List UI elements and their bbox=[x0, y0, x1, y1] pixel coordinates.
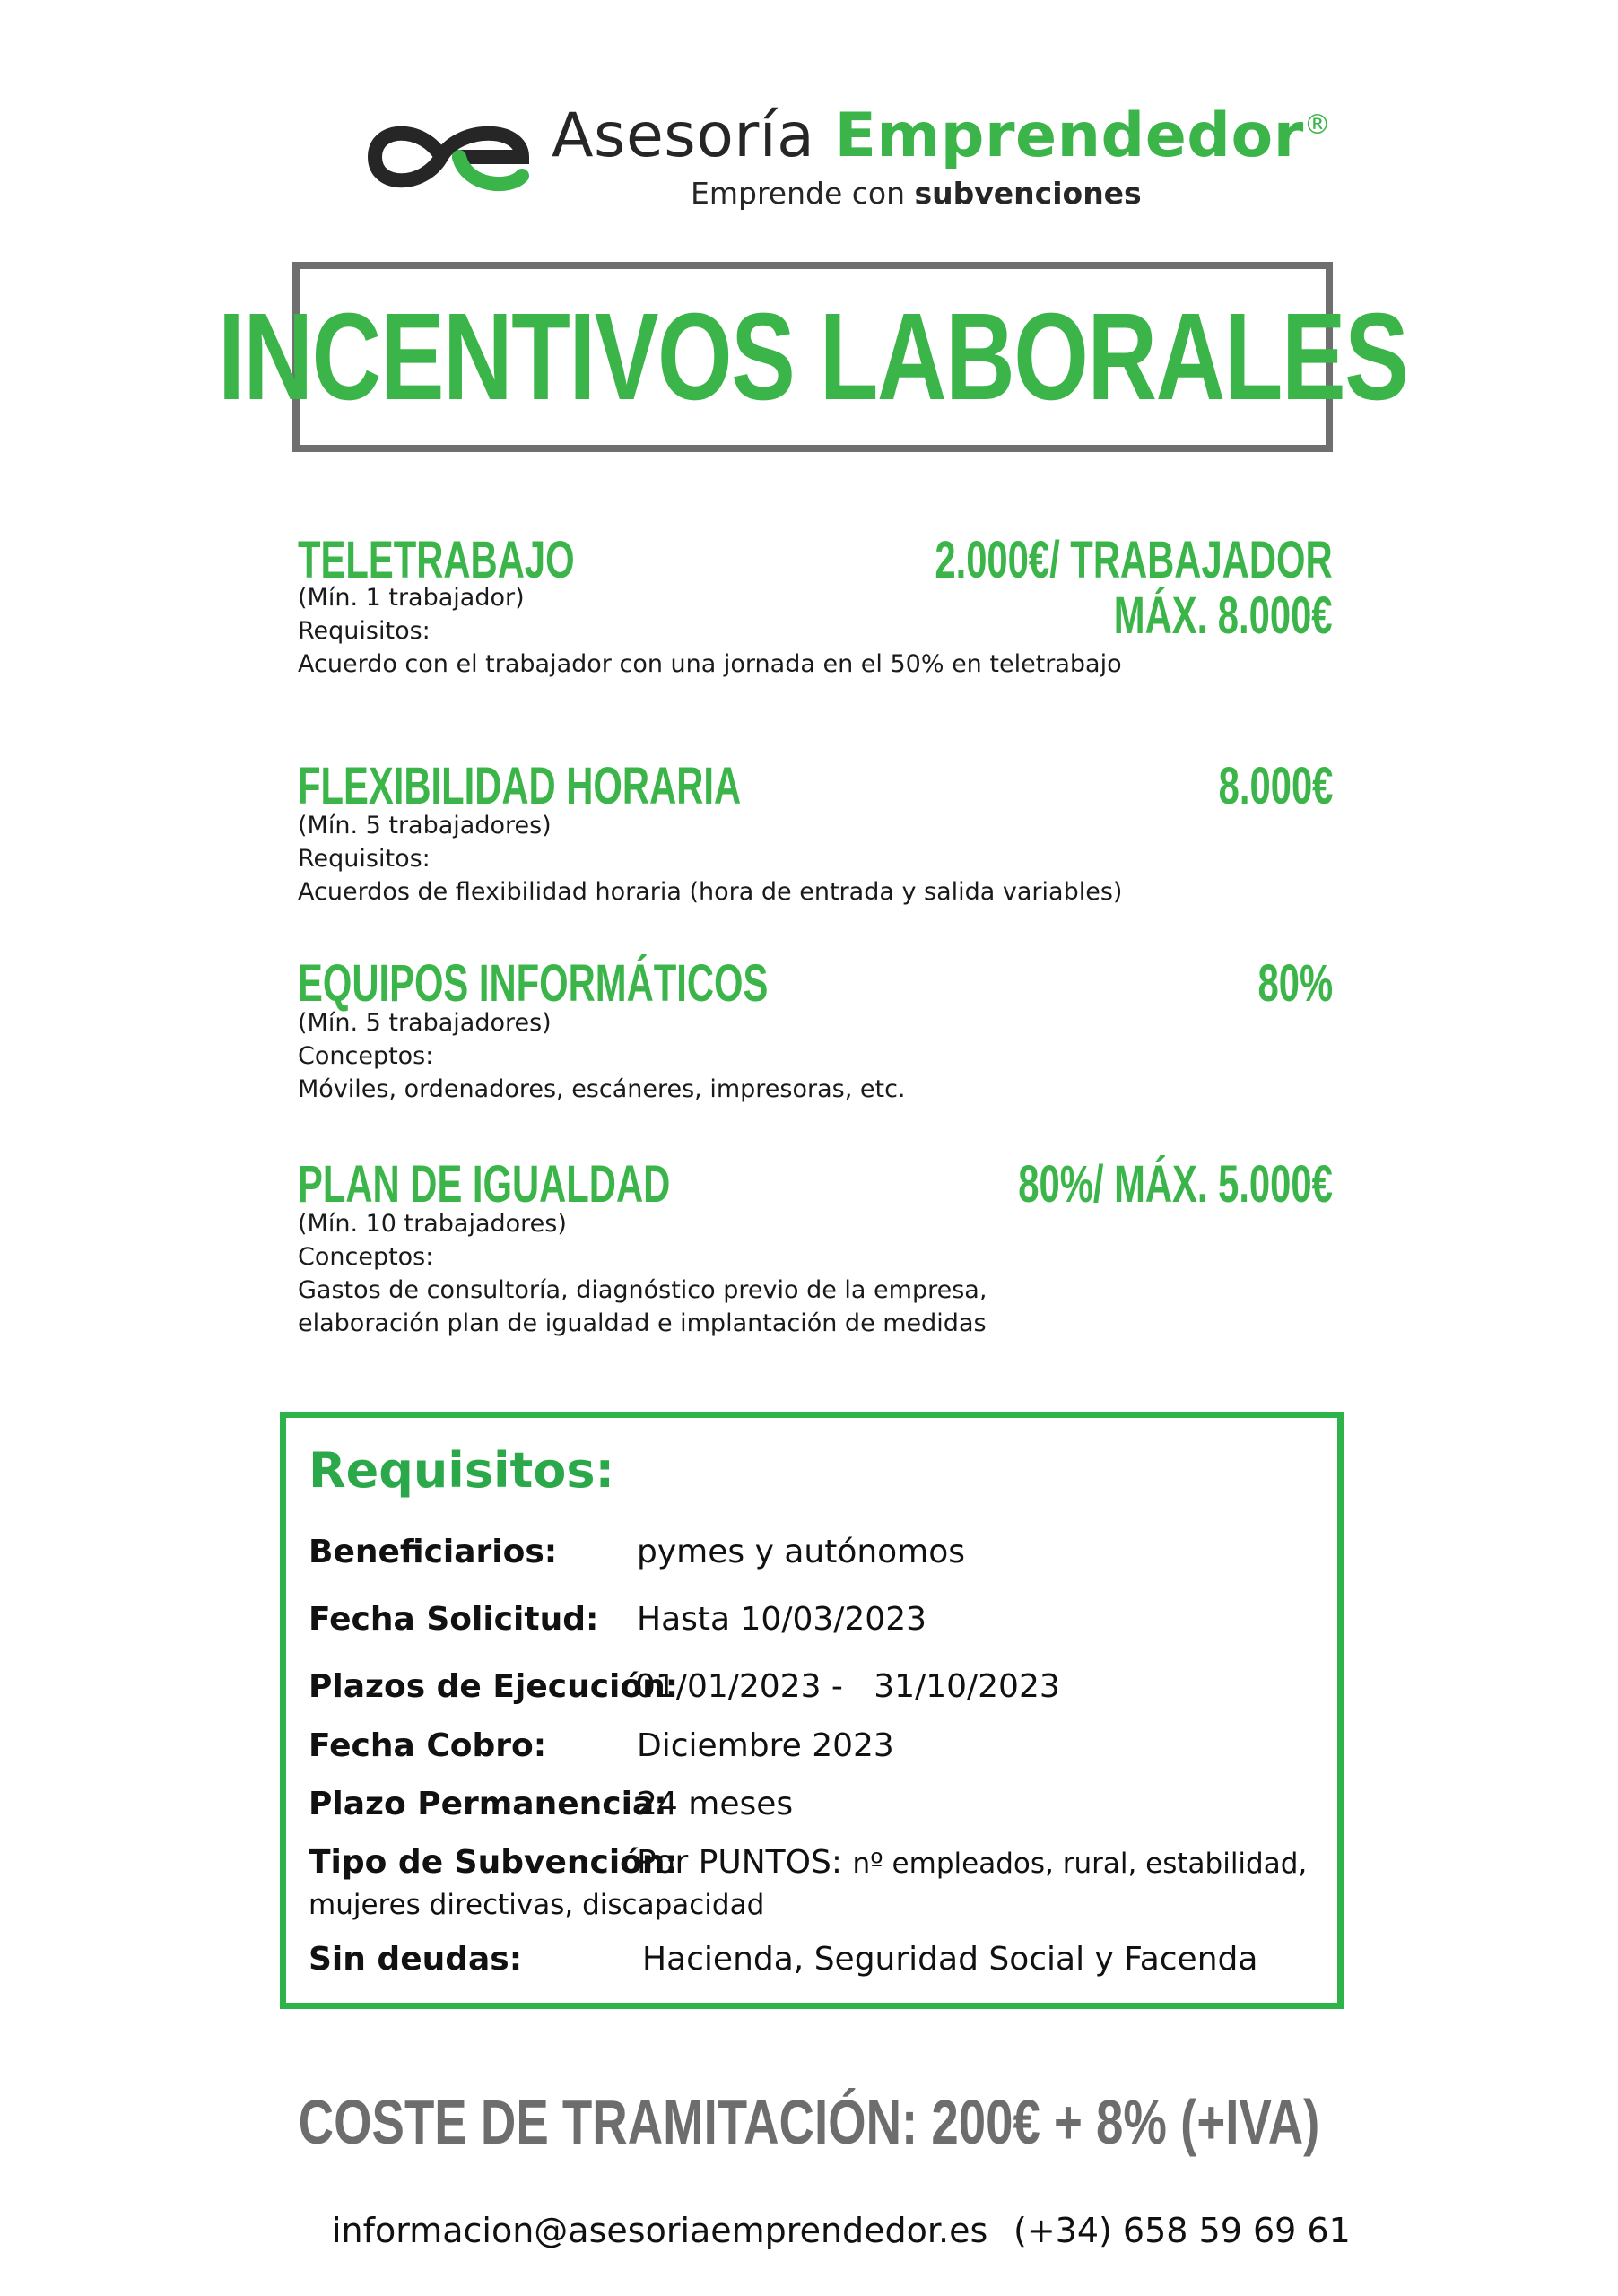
tipo-subvencion-value bbox=[637, 1844, 1307, 1881]
incentive-line: (Mín. 10 trabajadores) bbox=[298, 1210, 567, 1238]
tagline-part2: subvenciones bbox=[914, 176, 1142, 211]
logo-icon bbox=[359, 108, 538, 210]
beneficiarios-label: Beneficiarios: bbox=[309, 1534, 558, 1570]
fecha-solicitud-value: Hasta 10/03/2023 bbox=[637, 1601, 926, 1638]
brand-name bbox=[552, 100, 1331, 171]
tipo-subvencion-detail: nº empleados, rural, estabilidad, bbox=[852, 1848, 1308, 1880]
incentive-line: Conceptos: bbox=[298, 1243, 434, 1271]
incentive-line: Requisitos: bbox=[298, 617, 431, 645]
tagline bbox=[691, 176, 1142, 211]
tipo-subvencion-label: Tipo de Subvención: bbox=[309, 1844, 678, 1881]
fecha-cobro-value: Diciembre 2023 bbox=[637, 1727, 894, 1764]
incentive-details-igualdad bbox=[298, 1207, 987, 1340]
incentive-amount-equipos: 80% bbox=[1257, 954, 1333, 1013]
incentive-title-flexibilidad: FLEXIBILIDAD HORARIA bbox=[298, 757, 742, 815]
tipo-subvencion-puntos: Por PUNTOS: bbox=[637, 1844, 842, 1881]
incentive-details-equipos bbox=[298, 1006, 906, 1106]
permanencia-label: Plazo Permanencia: bbox=[309, 1786, 667, 1822]
incentive-amount-flexibilidad: 8.000€ bbox=[1218, 757, 1333, 815]
incentive-amount-max-teletrabajo: MÁX. 8.000€ bbox=[1114, 587, 1333, 645]
incentive-line: Acuerdo con el trabajador con una jornada en el 50% en teletrabajo bbox=[298, 650, 1122, 678]
fecha-cobro-label: Fecha Cobro: bbox=[309, 1727, 547, 1764]
beneficiarios-value: pymes y autónomos bbox=[637, 1534, 966, 1570]
incentive-details-teletrabajo bbox=[298, 581, 1122, 681]
incentive-line: elaboración plan de igualdad e implantación de medidas bbox=[298, 1309, 987, 1337]
incentive-amount-igualdad: 80%/ MÁX. 5.000€ bbox=[1018, 1155, 1333, 1213]
plazos-label: Plazos de Ejecución: bbox=[309, 1668, 679, 1705]
brand-name-part1: Asesoría bbox=[552, 100, 815, 171]
processing-cost: COSTE DE TRAMITACIÓN: 200€ + 8% (+IVA) bbox=[298, 2087, 1320, 2157]
plazos-value: 01/01/2023 - 31/10/2023 bbox=[635, 1668, 1060, 1705]
incentive-title-igualdad: PLAN DE IGUALDAD bbox=[298, 1155, 671, 1213]
brand-name-part2: Emprendedor bbox=[834, 100, 1304, 171]
incentive-line: Requisitos: bbox=[298, 845, 431, 873]
incentive-line: Móviles, ordenadores, escáneres, impresoras, etc. bbox=[298, 1075, 906, 1103]
sin-deudas-label: Sin deudas: bbox=[309, 1941, 523, 1978]
incentive-line: Gastos de consultoría, diagnóstico previo de la empresa, bbox=[298, 1276, 987, 1304]
tagline-part1: Emprende con bbox=[691, 176, 905, 211]
incentive-title-equipos: EQUIPOS INFORMÁTICOS bbox=[298, 954, 769, 1013]
incentive-details-flexibilidad bbox=[298, 809, 1122, 909]
incentive-title-teletrabajo: TELETRABAJO bbox=[298, 531, 575, 589]
incentive-line: (Mín. 5 trabajadores) bbox=[298, 1009, 552, 1037]
incentive-amount-teletrabajo: 2.000€/ TRABAJADOR bbox=[935, 531, 1333, 589]
incentive-line: Conceptos: bbox=[298, 1042, 434, 1070]
incentive-line: (Mín. 5 trabajadores) bbox=[298, 812, 552, 839]
sin-deudas-value: Hacienda, Seguridad Social y Facenda bbox=[642, 1941, 1258, 1978]
fecha-solicitud-label: Fecha Solicitud: bbox=[309, 1601, 599, 1638]
contact-phone[interactable]: (+34) 658 59 69 61 bbox=[1013, 2211, 1351, 2250]
tipo-subvencion-detail-2: mujeres directivas, discapacidad bbox=[309, 1889, 765, 1921]
title-box bbox=[217, 262, 1408, 452]
incentive-line: Acuerdos de flexibilidad horaria (hora de entrada y salida variables) bbox=[298, 878, 1123, 906]
registered-mark: ® bbox=[1303, 109, 1332, 141]
page-title: INCENTIVOS LABORALES bbox=[217, 287, 1408, 426]
permanencia-value: 24 meses bbox=[637, 1786, 794, 1822]
requirements-heading: Requisitos: bbox=[309, 1442, 615, 1499]
incentive-line: (Mín. 1 trabajador) bbox=[298, 584, 525, 612]
contact-email[interactable]: informacion@asesoriaemprendedor.es bbox=[332, 2211, 988, 2250]
